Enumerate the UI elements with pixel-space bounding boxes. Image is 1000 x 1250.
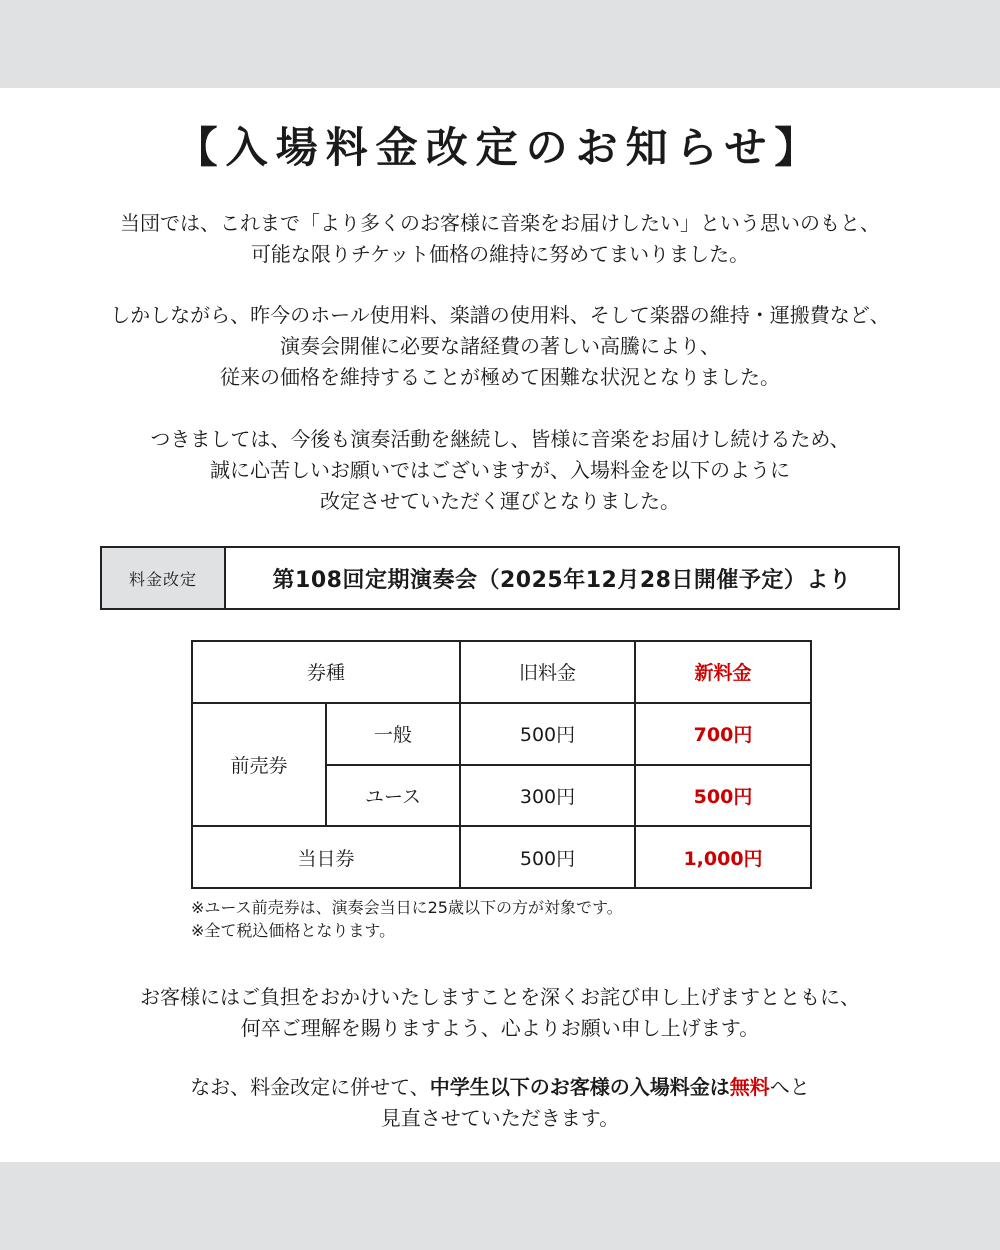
decision-paragraph — [0, 424, 1000, 517]
revision-label: 料金改定 — [102, 548, 226, 608]
free-admission-line: 見直させていただきます。 — [380, 1106, 620, 1130]
youth-new-price: 500円 — [635, 765, 811, 827]
decision-line: 改定させていただく運びとなりました。 — [320, 489, 680, 513]
header-old-price: 旧料金 — [460, 641, 635, 703]
header-new-price: 新料金 — [635, 641, 811, 703]
top-band — [0, 0, 1000, 88]
apology-paragraph — [0, 982, 1000, 1044]
revision-effective-text: 第108回定期演奏会（2025年12月28日開催予定）より — [272, 567, 852, 593]
apology-line: 何卒ご理解を賜りますよう、心よりお願い申し上げます。 — [240, 1016, 760, 1040]
door-old-price: 500円 — [460, 826, 635, 888]
price-table — [191, 640, 812, 889]
revision-notice-box — [100, 546, 900, 610]
free-word: 無料 — [729, 1075, 770, 1099]
general-label: 一般 — [326, 703, 460, 765]
intro-line: 可能な限りチケット価格の維持に努めてまいりました。 — [250, 242, 750, 266]
general-new-price: 700円 — [635, 703, 811, 765]
youth-old-price: 300円 — [460, 765, 635, 827]
table-row — [192, 826, 811, 888]
apology-line: お客様にはご負担をおかけいたしますことを深くお詫び申し上げますとともに、 — [140, 985, 860, 1009]
free-target: 中学生以下のお客様の入場料金は — [429, 1075, 730, 1099]
intro-line: 当団では、これまで「より多くのお客様に音楽をお届けしたい」という思いのもと、 — [120, 211, 880, 235]
footnote: ※ユース前売券は、演奏会当日に25歳以下の方が対象です。 — [191, 898, 623, 917]
free-suffix: へと — [769, 1075, 810, 1099]
decision-line: 誠に心苦しいお願いではございますが、入場料金を以下のように — [210, 458, 790, 482]
free-prefix: なお、料金改定に併せて、 — [190, 1075, 430, 1099]
footnote: ※全て税込価格となります。 — [191, 921, 396, 940]
decision-line: つきましては、今後も演奏活動を継続し、皆様に音楽をお届けし続けるため、 — [150, 427, 850, 451]
reason-line: 従来の価格を維持することが極めて困難な状況となりました。 — [220, 365, 780, 389]
header-ticket-type: 券種 — [192, 641, 460, 703]
reason-paragraph — [0, 300, 1000, 393]
general-old-price: 500円 — [460, 703, 635, 765]
free-admission-line — [0, 1072, 1000, 1103]
footnotes — [191, 896, 623, 942]
door-ticket-label: 当日券 — [192, 826, 460, 888]
reason-line: 演奏会開催に必要な諸経費の著しい高騰により、 — [280, 334, 720, 358]
table-row — [192, 703, 811, 765]
free-admission-paragraph — [0, 1072, 1000, 1134]
youth-label: ユース — [326, 765, 460, 827]
intro-paragraph — [0, 208, 1000, 270]
page-title: 【入場料金改定のお知らせ】 — [175, 123, 825, 172]
reason-line: しかしながら、昨今のホール使用料、楽譜の使用料、そして楽器の維持・運搬費など、 — [110, 303, 890, 327]
bottom-band — [0, 1162, 1000, 1250]
advance-ticket-label: 前売券 — [192, 703, 326, 827]
door-new-price: 1,000円 — [635, 826, 811, 888]
table-header-row — [192, 641, 811, 703]
